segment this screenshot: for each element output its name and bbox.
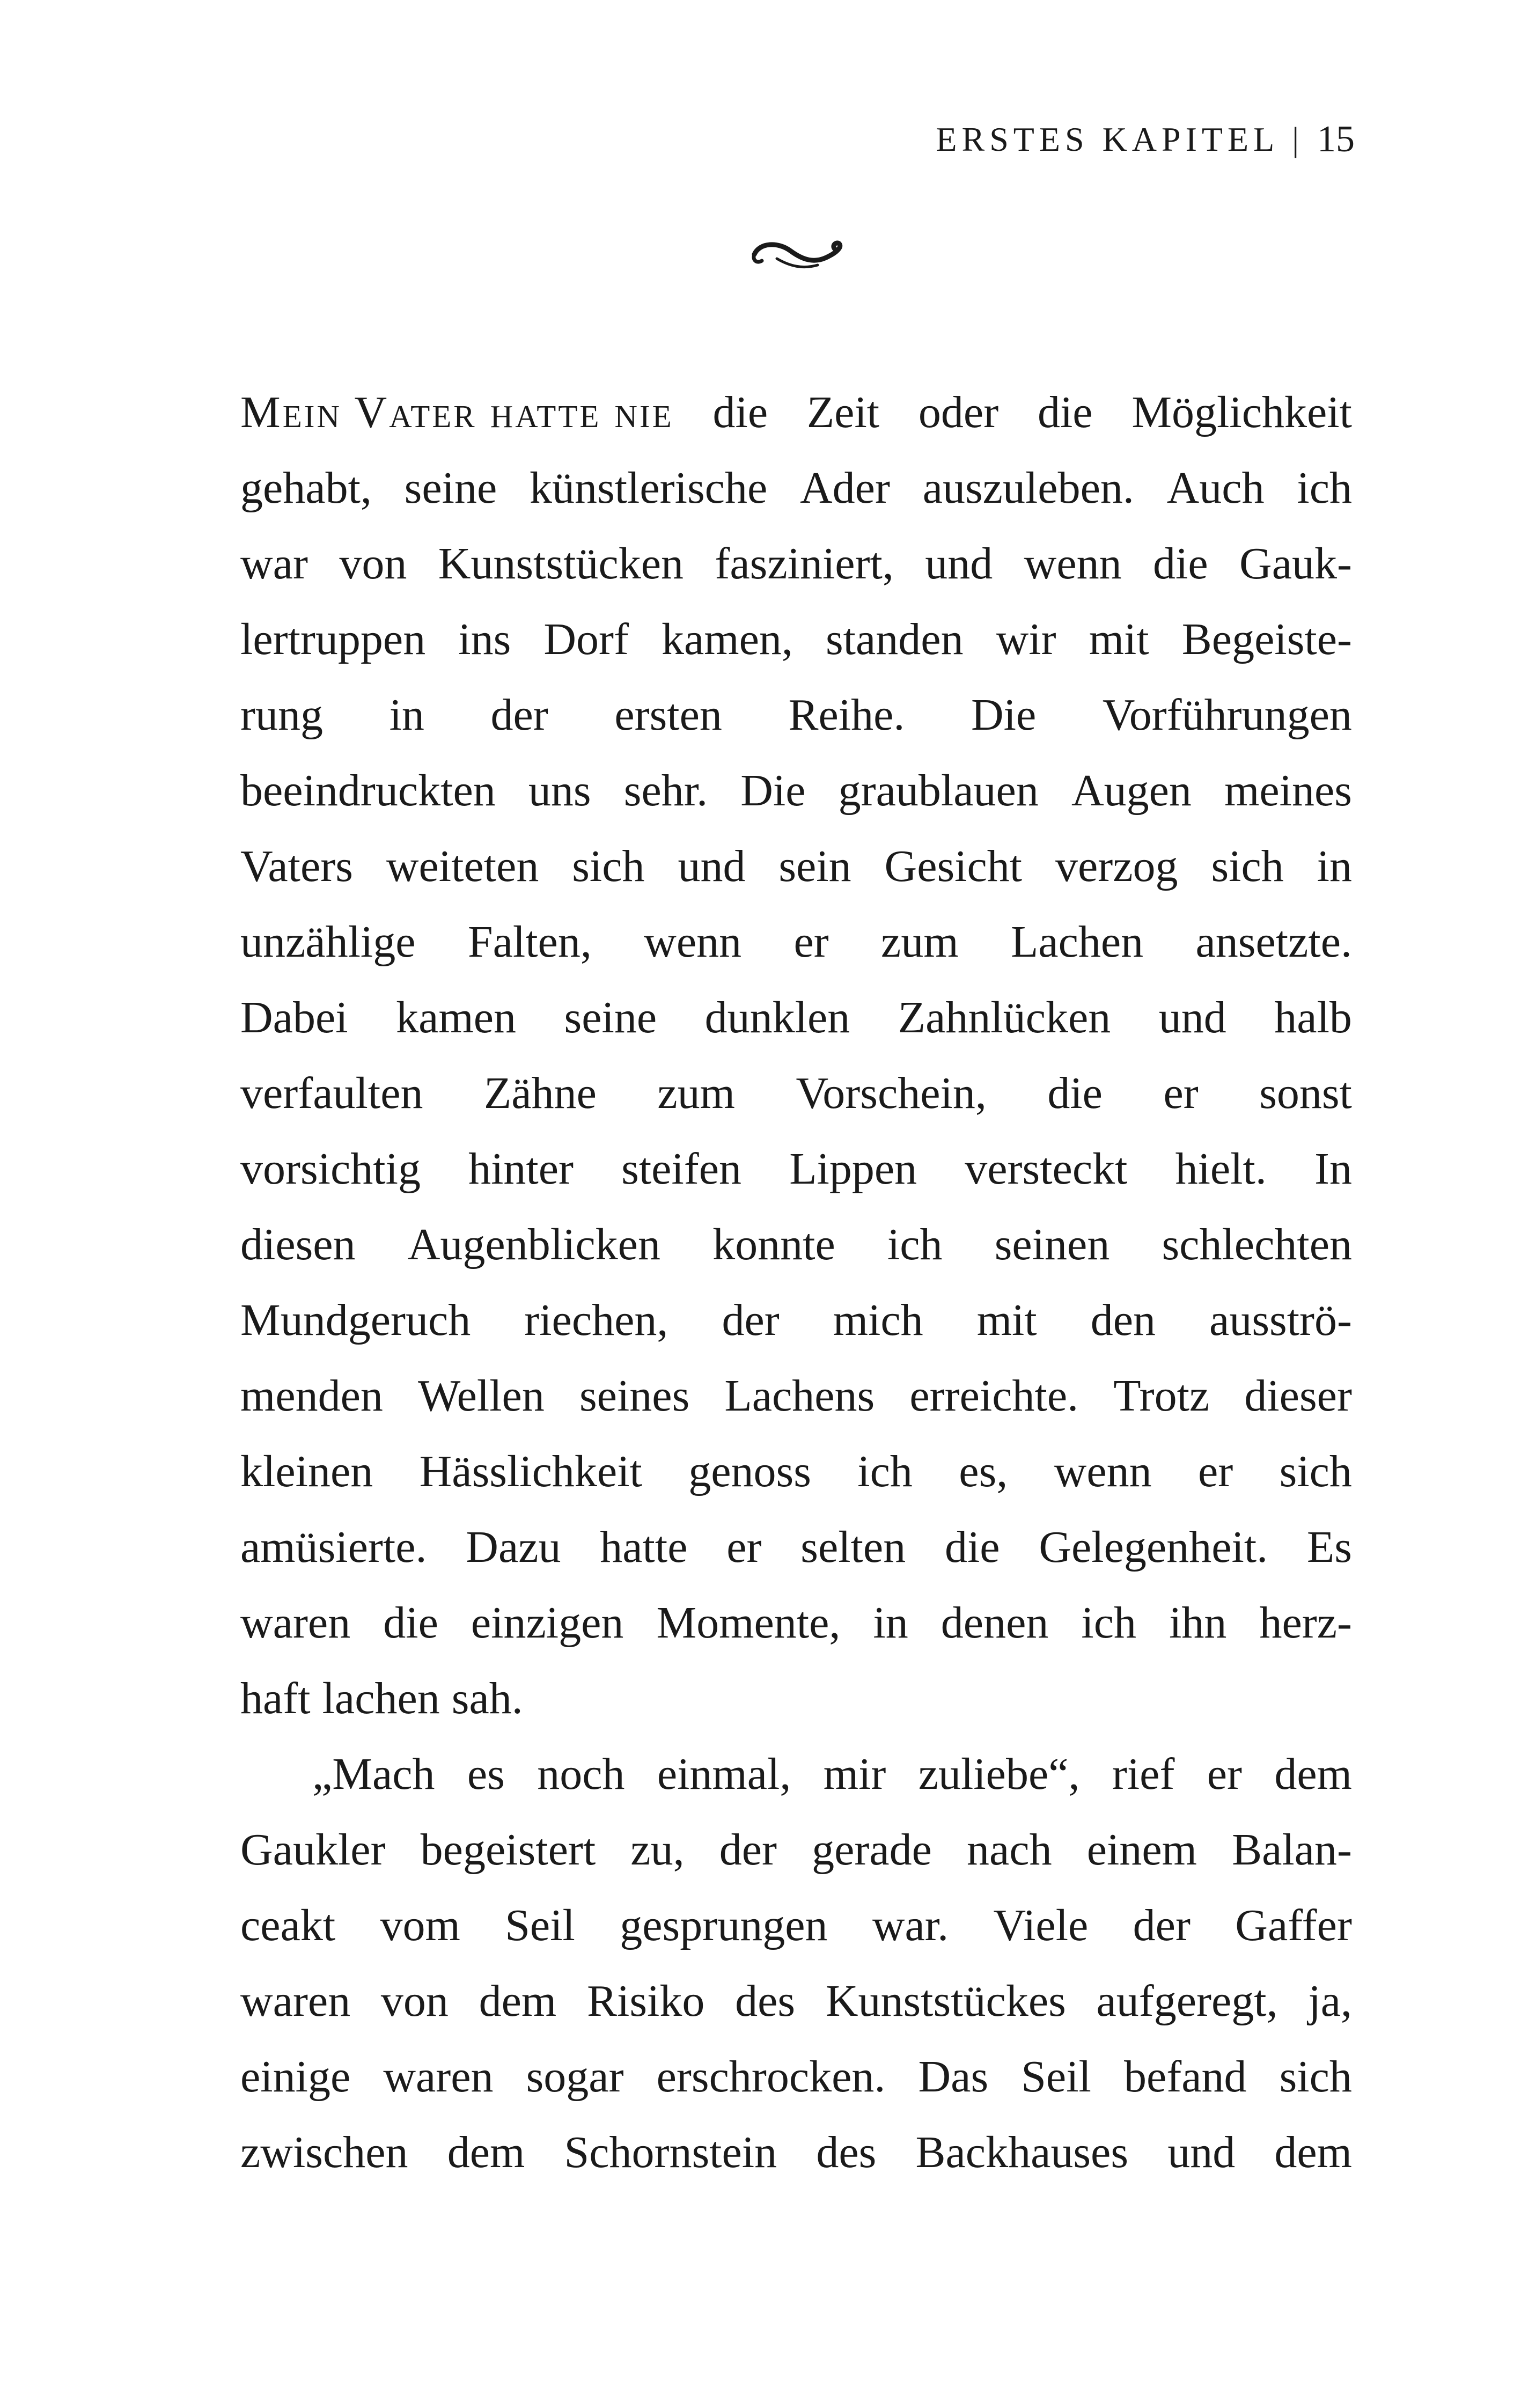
page-number: 15 xyxy=(1317,119,1355,160)
text-line: Mein Vater hatte nie die Zeit oder die Möglichkeit xyxy=(240,375,1352,450)
text-line: haft lachen sah. xyxy=(240,1673,523,1723)
running-head xyxy=(936,118,1355,161)
text-line: kleinen Hässlichkeit genoss ich es, wenn er sich xyxy=(240,1447,1352,1496)
text-line: lertruppen ins Dorf kamen, standen wir mit Begeiste- xyxy=(240,614,1352,664)
text-line: zwischen dem Schornstein des Backhauses und dem xyxy=(240,2127,1352,2177)
text-line: waren die einzigen Momente, in denen ich ihn herz- xyxy=(240,1598,1352,1648)
text-line: Mundgeruch riechen, der mich mit den ausströ- xyxy=(240,1295,1352,1345)
text-line: Vaters weiteten sich und sein Gesicht verzog sich in xyxy=(240,841,1352,891)
swirl-ornament-icon xyxy=(745,235,852,273)
text-line: unzählige Falten, wenn er zum Lachen ansetzte. xyxy=(240,917,1352,967)
text-line: gehabt, seine künstlerische Ader auszuleben. Auch ich xyxy=(240,463,1352,513)
small-caps-lead: Mein Vater hatte nie xyxy=(240,387,674,437)
chapter-title: ERSTES KAPITEL xyxy=(936,120,1280,158)
text-line: diesen Augenblicken konnte ich seinen schlechten xyxy=(240,1220,1352,1269)
text-line: amüsierte. Dazu hatte er selten die Gelegenheit. Es xyxy=(240,1522,1352,1572)
text-line: einige waren sogar erschrocken. Das Seil befand sich xyxy=(240,2052,1352,2102)
text-line: beeindruckten uns sehr. Die graublauen Augen meines xyxy=(240,766,1352,816)
header-separator: | xyxy=(1292,120,1299,158)
text-line: war von Kunststücken fasziniert, und wenn die Gauk- xyxy=(240,539,1352,589)
text-line: verfaulten Zähne zum Vorschein, die er sonst xyxy=(240,1068,1352,1118)
text-line: rung in der ersten Reihe. Die Vorführungen xyxy=(240,690,1352,740)
text-line: Gaukler begeistert zu, der gerade nach einem Balan- xyxy=(240,1825,1352,1875)
text-line: „Mach es noch einmal, mir zuliebe“, rief er dem xyxy=(312,1749,1352,1799)
text-line: vorsichtig hinter steifen Lippen versteckt hielt. In xyxy=(240,1144,1352,1194)
text-line: ceakt vom Seil gesprungen war. Viele der Gaffer xyxy=(240,1900,1352,1950)
text-line: Dabei kamen seine dunklen Zahnlücken und halb xyxy=(240,993,1352,1043)
text-line: waren von dem Risiko des Kunststückes aufgeregt, ja, xyxy=(240,1976,1352,2026)
text-line: menden Wellen seines Lachens erreichte. Trotz dieser xyxy=(240,1371,1352,1421)
body-text xyxy=(240,375,1352,2190)
